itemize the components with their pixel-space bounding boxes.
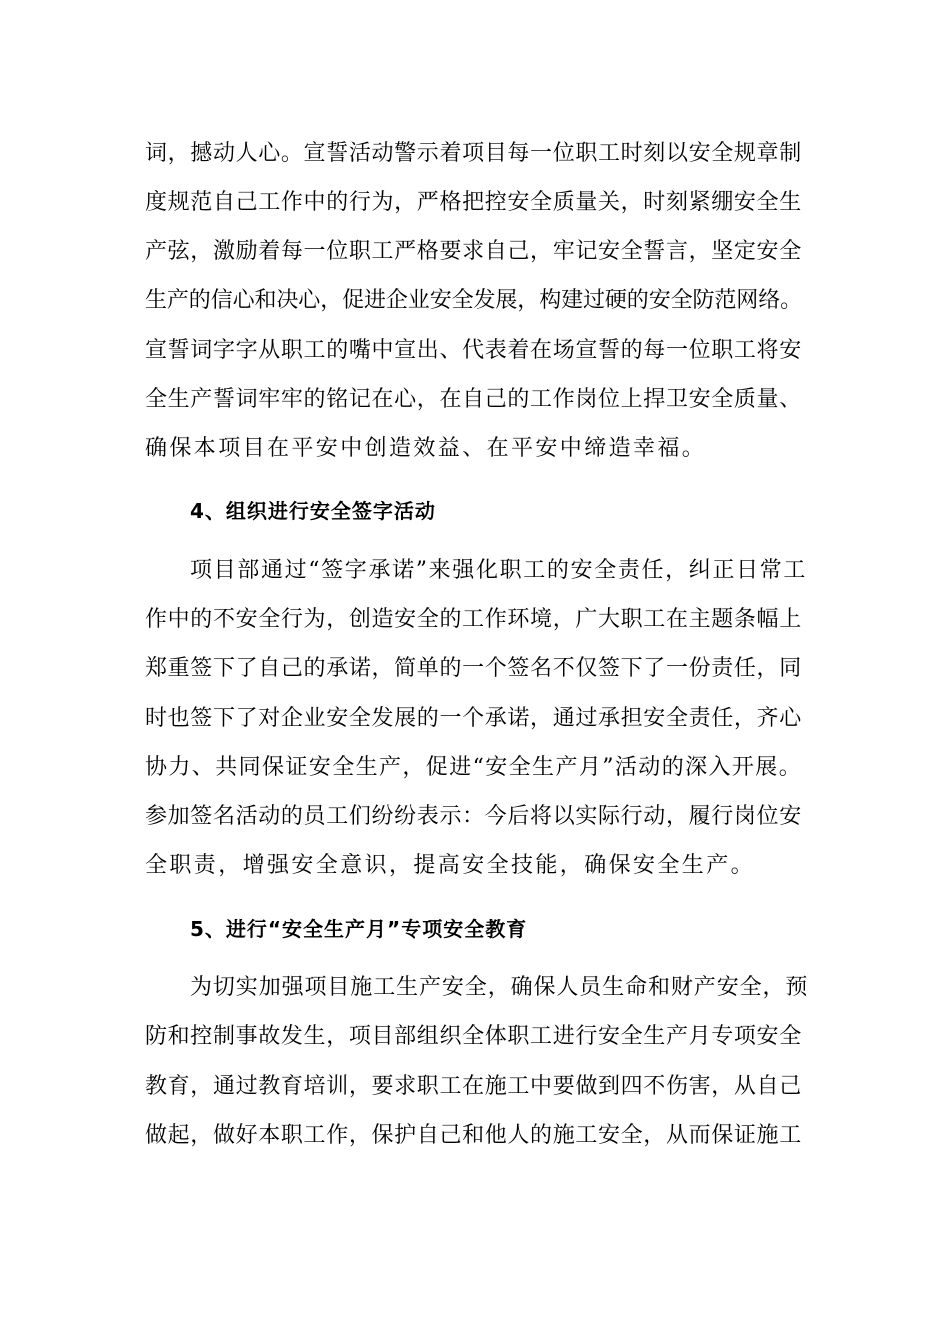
paragraph-line: 确保本项目在平安中创造效益、在平安中缔造幸福。 [145, 436, 707, 461]
paragraph-line: 作中的不安全行为，创造安全的工作环境，广大职工在主题条幅上 [145, 607, 802, 632]
paragraph-line: 做起，做好本职工作，保护自己和他人的施工安全，从而保证施工 [145, 1123, 802, 1148]
paragraph-line: 时也签下了对企业安全发展的一个承诺，通过承担安全责任，齐心 [145, 706, 802, 731]
paragraph-line: 生产的信心和决心，促进企业安全发展，构建过硬的安全防范网络。 [145, 288, 803, 313]
paragraph-line: 全生产誓词牢牢的铭记在心，在自己的工作岗位上捍卫安全质量、 [145, 387, 802, 412]
paragraph-line: 词，撼动人心。宣誓活动警示着项目每一位职工时刻以安全规章制 [145, 141, 802, 166]
paragraph-line: 防和控制事故发生，项目部组织全体职工进行安全生产月专项安全 [145, 1024, 802, 1049]
paragraph-line: 教育，通过教育培训，要求职工在施工中要做到四不伤害，从自己 [145, 1074, 802, 1099]
paragraph-line: 产弦，激励着每一位职工严格要求自己，牢记安全誓言，坚定安全 [145, 239, 802, 264]
paragraph-line: 全职责，增强安全意识，提高安全技能，确保安全生产。 [145, 853, 756, 878]
paragraph-line: 项目部通过“签字承诺”来强化职工的安全责任，纠正日常工 [190, 558, 808, 583]
paragraph-line: 为切实加强项目施工生产安全，确保人员生命和财产安全，预 [190, 975, 809, 1000]
paragraph-line: 参加签名活动的员工们纷纷表示：今后将以实际行动，履行岗位安 [145, 804, 802, 829]
paragraph-line: 宣誓词字字从职工的嘴中宣出、代表着在场宣誓的每一位职工将安 [145, 338, 802, 363]
section-5-heading: 5、进行“安全生产月”专项安全教育 [190, 917, 528, 941]
paragraph-line: 郑重签下了自己的承诺，简单的一个签名不仅签下了一份责任，同 [145, 656, 802, 681]
paragraph-line: 协力、共同保证安全生产，促进“安全生产月”活动的深入开展。 [145, 755, 803, 780]
paragraph-line: 度规范自己工作中的行为，严格把控安全质量关，时刻紧绷安全生 [145, 190, 802, 215]
section-4-heading: 4、组织进行安全签字活动 [190, 499, 436, 523]
